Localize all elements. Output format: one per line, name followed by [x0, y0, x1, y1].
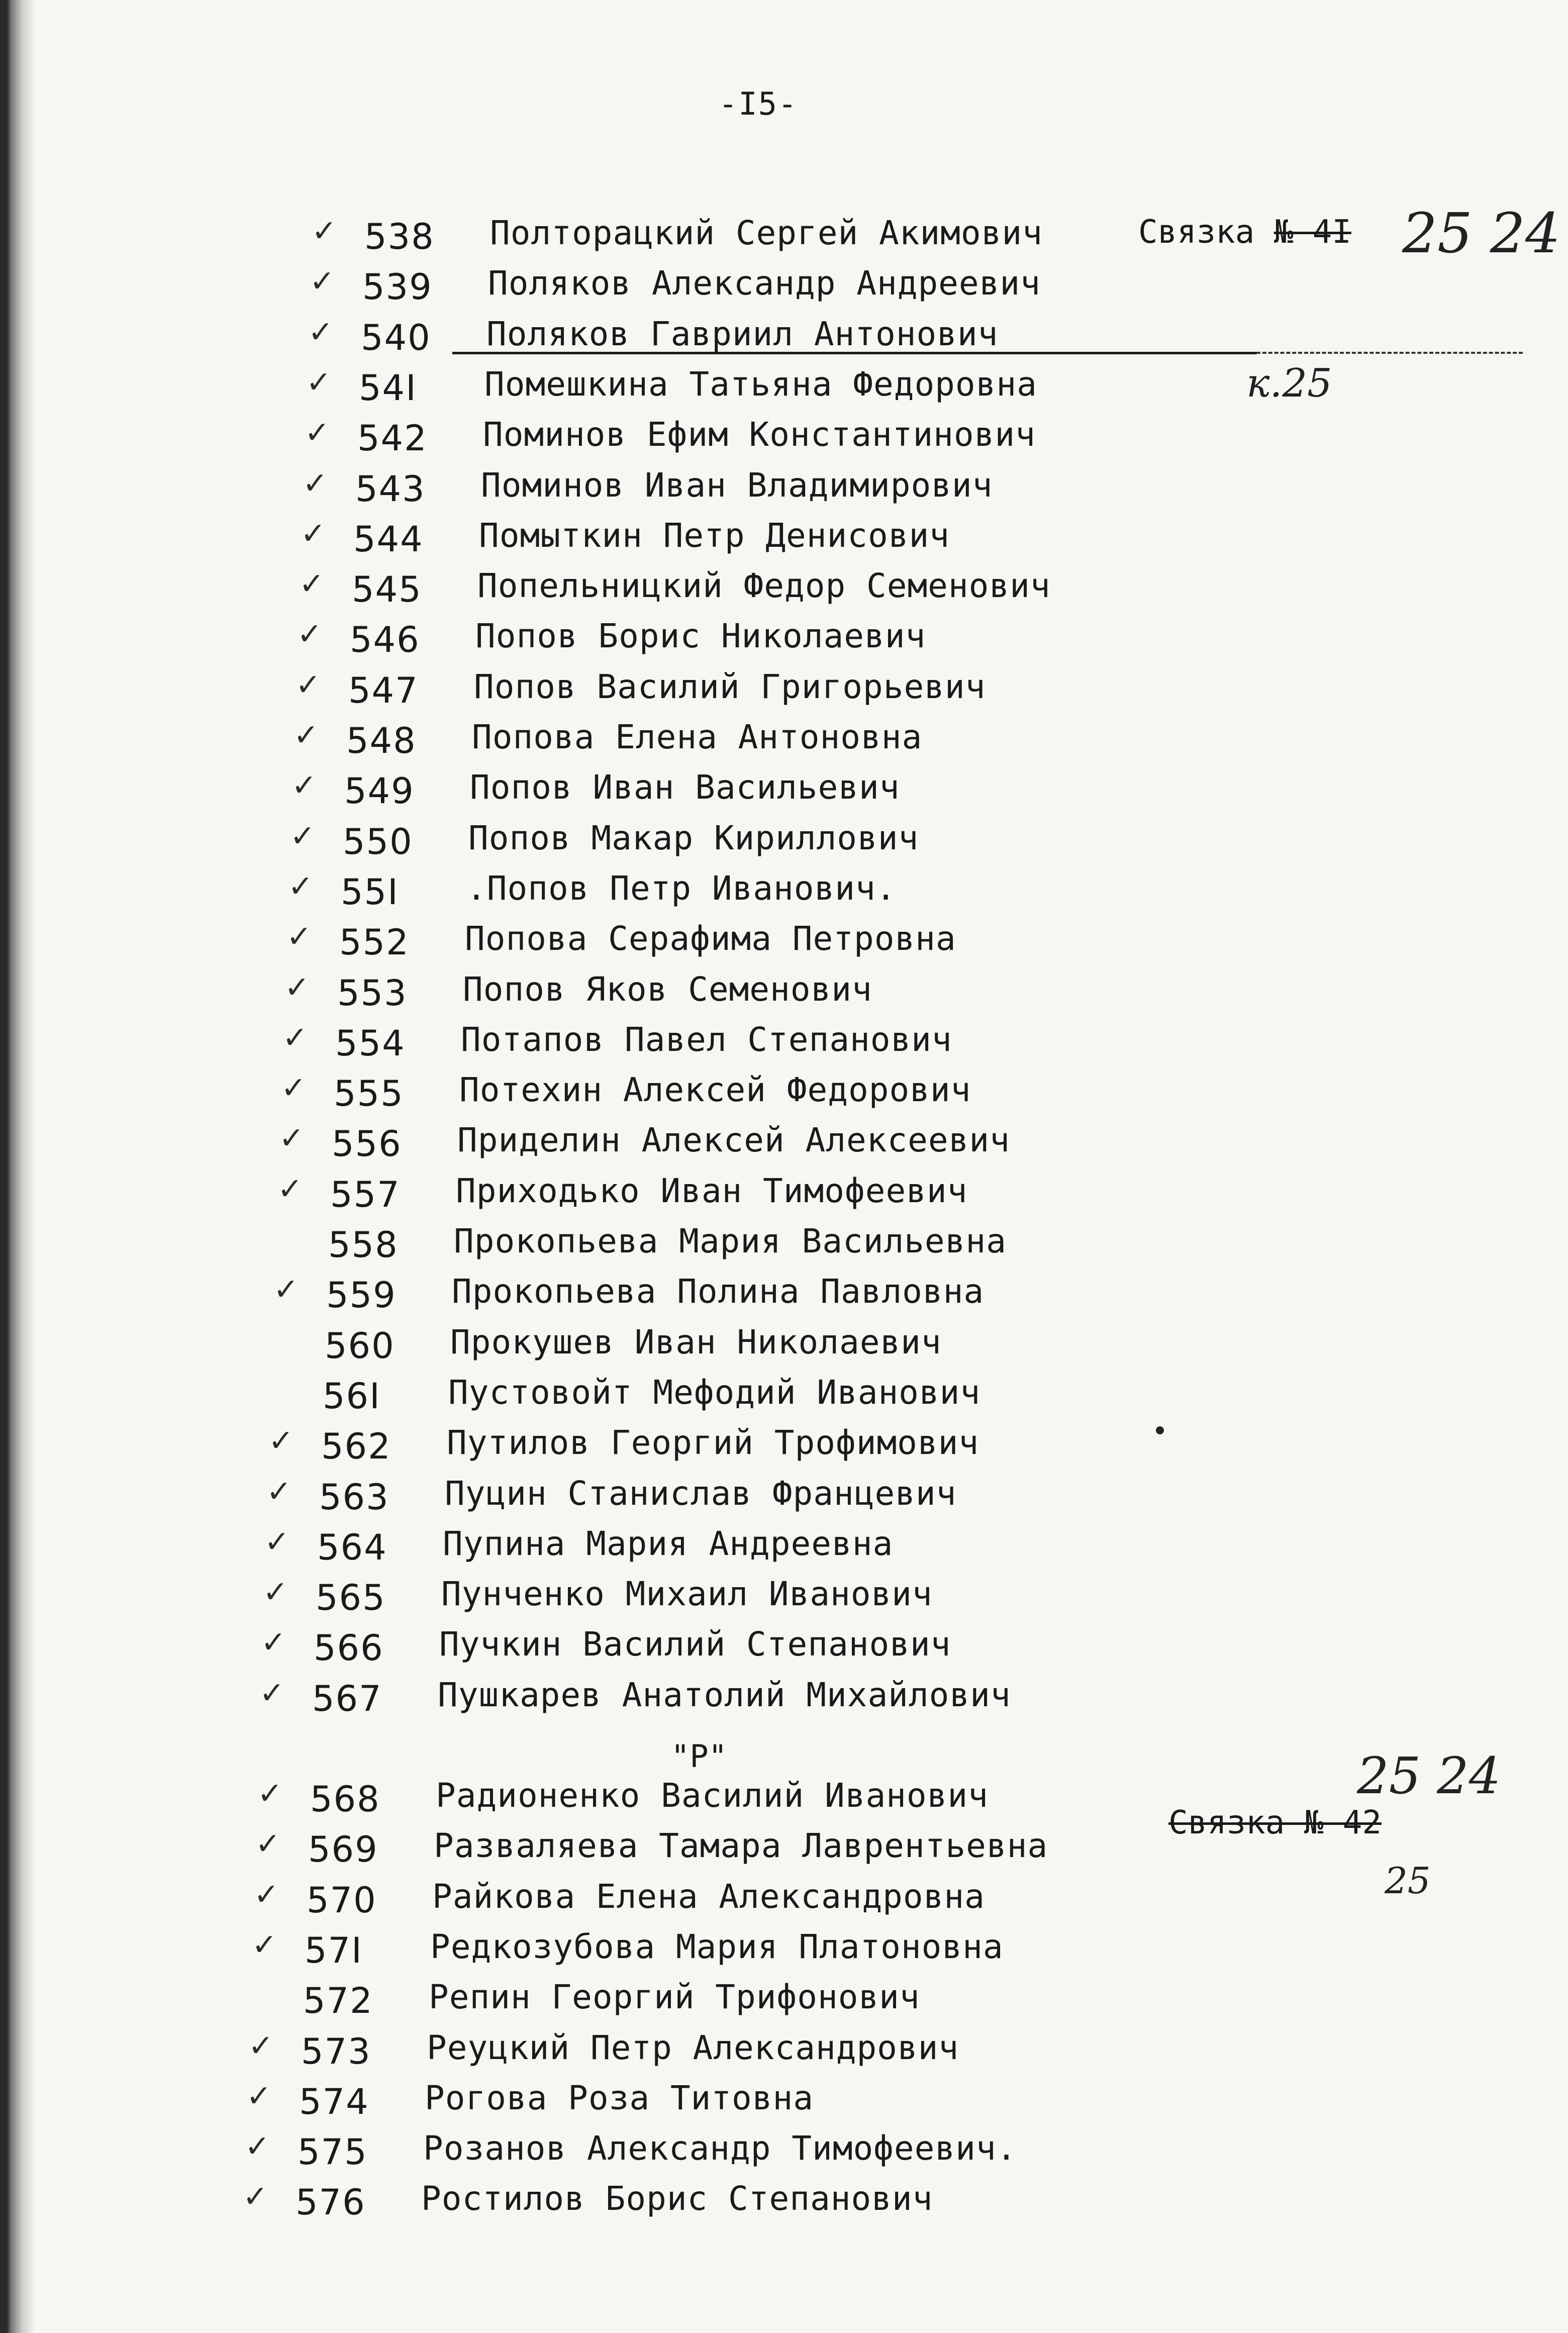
entry-name: Рогова Роза Титовна — [425, 2078, 814, 2117]
entry-name: Реуцкий Петр Александрович — [427, 2028, 959, 2067]
checkmark-icon: ✓ — [252, 1927, 277, 1963]
entry-number: 570 — [307, 1879, 377, 1921]
entry-number: 552 — [339, 922, 410, 963]
entry-number: 545 — [352, 569, 422, 611]
list-item — [0, 1121, 1568, 1169]
list-item — [0, 819, 1568, 866]
checkmark-icon: ✓ — [306, 364, 332, 400]
list-item — [0, 1172, 1568, 1219]
entry-name: Пунченко Михаил Иванович — [441, 1575, 933, 1614]
checkmark-icon: ✓ — [273, 1272, 299, 1308]
bundle-note-1 — [1138, 214, 1351, 251]
list-item — [0, 2028, 1568, 2076]
underline-540 — [452, 352, 1256, 354]
checkmark-icon: ✓ — [261, 1625, 286, 1661]
entry-name: .Попов Петр Иванович. — [466, 868, 897, 908]
entry-number: 553 — [337, 972, 408, 1014]
entry-number: 538 — [364, 216, 435, 257]
list-item — [0, 667, 1568, 715]
list-item — [0, 264, 1568, 312]
checkmark-icon: ✓ — [284, 969, 310, 1005]
entry-name: Приделин Алексей Алексеевич — [457, 1121, 1010, 1160]
checkmark-icon: ✓ — [277, 1171, 303, 1207]
checkmark-icon: ✓ — [266, 1474, 292, 1509]
entry-number: 550 — [343, 821, 413, 862]
list-item — [0, 1625, 1568, 1673]
checkmark-icon: ✓ — [303, 465, 328, 501]
bundle-handwritten-2: 25 24 — [1357, 1746, 1501, 1805]
checkmark-icon: ✓ — [246, 2078, 272, 2114]
entry-number: 55I — [341, 871, 399, 913]
entry-name: Попов Иван Васильевич — [470, 768, 900, 807]
entry-number: 572 — [303, 1980, 373, 2022]
entry-number: 558 — [328, 1224, 399, 1266]
entry-name: Пупина Мария Андреевна — [443, 1524, 894, 1563]
list-item — [0, 1323, 1568, 1371]
entry-number: 564 — [317, 1526, 387, 1568]
entry-number: 574 — [299, 2081, 369, 2122]
entry-name: Репин Георгий Трифонович — [429, 1978, 920, 2017]
list-item — [0, 768, 1568, 816]
list-item — [0, 718, 1568, 765]
entry-number: 576 — [296, 2182, 366, 2223]
list-item — [0, 2179, 1568, 2227]
entry-name: Попова Серафима Петровна — [465, 919, 956, 958]
bundle-label-struck-2: Связка № 42 — [1168, 1804, 1382, 1841]
list-item — [0, 2079, 1568, 2126]
checkmark-icon: ✓ — [281, 1071, 307, 1106]
entry-name: Пучкин Василий Степанович — [439, 1625, 951, 1664]
checkmark-icon — [275, 1227, 301, 1252]
checkmark-icon: ✓ — [286, 919, 312, 955]
bundle-note-2 — [1168, 1804, 1382, 1841]
entry-number: 565 — [316, 1577, 386, 1619]
checkmark-icon: ✓ — [254, 1877, 279, 1912]
checkmark-icon: ✓ — [268, 1423, 294, 1459]
entry-name: Попельницкий Федор Семенович — [477, 566, 1051, 606]
checkmark-icon: ✓ — [312, 214, 337, 249]
entry-name: Розанов Александр Тимофеевич. — [423, 2129, 1017, 2168]
entry-name: Попов Василий Григорьевич — [474, 667, 986, 706]
entry-name: Ростилов Борис Степанович — [421, 2179, 933, 2218]
entry-number: 556 — [332, 1123, 402, 1165]
entry-number: 555 — [334, 1073, 404, 1115]
checkmark-icon: ✓ — [301, 516, 326, 551]
entry-name: Приходько Иван Тимофеевич — [456, 1171, 968, 1210]
entry-name: Прокопьева Мария Васильевна — [454, 1222, 1007, 1260]
page-number: -I5- — [719, 85, 798, 122]
entry-number: 57I — [305, 1929, 363, 1971]
checkmark-icon: ✓ — [243, 2179, 268, 2215]
entry-number: 563 — [319, 1476, 389, 1518]
list-item — [0, 1071, 1568, 1118]
list-item — [0, 2129, 1568, 2177]
bundle-handwritten-1: 25 24 — [1402, 201, 1560, 265]
checkmark-icon: ✓ — [255, 1826, 281, 1862]
entry-name: Помыткин Петр Денисович — [479, 516, 950, 555]
entry-number: 547 — [348, 669, 419, 711]
entry-name: Путилов Георгий Трофимович — [447, 1423, 979, 1463]
list-item — [0, 919, 1568, 967]
entry-number: 559 — [326, 1275, 397, 1316]
entry-number: 557 — [330, 1174, 401, 1215]
list-item — [0, 1373, 1568, 1421]
entry-name: Прокопьева Полина Павловна — [452, 1272, 985, 1311]
entry-number: 54I — [359, 367, 417, 409]
checkmark-icon: ✓ — [282, 1020, 308, 1055]
list-item — [0, 415, 1568, 463]
entry-name: Попов Борис Николаевич — [475, 617, 926, 656]
checkmark-icon: ✓ — [288, 868, 314, 904]
bundle-label-1: Связка — [1138, 214, 1255, 251]
checkmark-icon: ✓ — [296, 667, 321, 703]
checkmark-icon: ✓ — [245, 2129, 270, 2165]
list-item — [0, 1978, 1568, 2025]
entry-number: 543 — [355, 468, 426, 510]
entry-number: 567 — [312, 1678, 382, 1719]
dashed-rule-540 — [1256, 352, 1523, 354]
checkmark-icon: ✓ — [290, 818, 316, 854]
entry-number: 546 — [350, 619, 420, 661]
ink-speck — [1156, 1426, 1164, 1434]
checkmark-icon — [272, 1328, 297, 1353]
list-item — [0, 566, 1568, 614]
list-item — [0, 516, 1568, 564]
entry-name: Поляков Гавриил Антонович — [486, 314, 999, 353]
list-item — [0, 1575, 1568, 1622]
checkmark-icon — [270, 1378, 295, 1403]
checkmark-icon: ✓ — [248, 2028, 274, 2064]
checkmark-icon: ✓ — [257, 1776, 283, 1811]
entry-name: Потапов Павел Степанович — [461, 1020, 952, 1059]
list-item — [0, 970, 1568, 1018]
list-item — [0, 1272, 1568, 1320]
entry-number: 568 — [310, 1779, 380, 1820]
entry-name: Попов Макар Кириллович — [468, 818, 919, 857]
entry-number: 573 — [301, 2030, 371, 2072]
list-item — [0, 1423, 1568, 1471]
checkmark-icon — [250, 1983, 275, 2008]
checkmark-icon: ✓ — [263, 1575, 288, 1610]
entry-number: 562 — [321, 1426, 391, 1468]
checkmark-icon: ✓ — [279, 1121, 305, 1156]
entry-name: Райкова Елена Александровна — [432, 1877, 985, 1916]
entry-number: 542 — [357, 418, 428, 459]
entry-number: 560 — [325, 1325, 395, 1367]
list-item — [0, 1222, 1568, 1270]
checkmark-icon: ✓ — [305, 415, 330, 451]
entry-name: Прокушев Иван Николаевич — [450, 1322, 942, 1362]
entry-number: 554 — [335, 1022, 406, 1064]
checkmark-icon: ✓ — [297, 617, 323, 652]
entry-number: 566 — [314, 1627, 384, 1669]
list-item — [0, 1524, 1568, 1572]
bundle-number-struck-1: № 4I — [1273, 214, 1351, 251]
checkmark-icon: ✓ — [259, 1675, 285, 1711]
list-item — [0, 1877, 1568, 1925]
section-letter: "Р" — [671, 1738, 727, 1775]
entry-name: Попова Елена Антоновна — [472, 718, 923, 756]
checkmark-icon: ✓ — [299, 566, 325, 602]
entry-number: 575 — [298, 2131, 368, 2173]
entry-number: 548 — [346, 720, 417, 761]
entry-name: Попов Яков Семенович — [463, 969, 872, 1009]
list-item — [0, 1474, 1568, 1522]
entry-name: Помешкина Татьяна Федоровна — [484, 364, 1037, 404]
bundle-handwritten-sub-2: 25 — [1385, 1860, 1431, 1902]
checkmark-icon: ✓ — [293, 718, 319, 753]
entry-name: Разваляева Тамара Лаврентьевна — [434, 1826, 1048, 1866]
list-item — [0, 1020, 1568, 1068]
bundle-handwritten-sub-1: к.25 — [1246, 361, 1332, 406]
entry-name: Поминов Ефим Константинович — [483, 415, 1036, 454]
entry-name: Пустовойт Мефодий Иванович — [448, 1373, 981, 1412]
entry-name: Редкозубова Мария Платоновна — [430, 1927, 1004, 1966]
list-item — [0, 617, 1568, 664]
list-item — [0, 1676, 1568, 1723]
entry-name: Пушкарев Анатолий Михайлович — [438, 1675, 1011, 1714]
entry-name: Поминов Иван Владимирович — [481, 465, 993, 505]
entry-number: 549 — [344, 770, 415, 812]
entry-name: Пуцин Станислав Францевич — [445, 1474, 957, 1513]
entry-number: 539 — [362, 266, 433, 308]
entry-number: 569 — [308, 1829, 378, 1871]
list-item — [0, 365, 1568, 413]
checkmark-icon: ✓ — [310, 264, 335, 300]
entry-name: Полторацкий Сергей Акимович — [490, 214, 1043, 252]
entry-name: Потехин Алексей Федорович — [459, 1071, 971, 1110]
entry-name: Поляков Александр Андреевич — [488, 264, 1041, 303]
checkmark-icon: ✓ — [264, 1524, 290, 1560]
list-item — [0, 466, 1568, 514]
entry-name: Радионенко Василий Иванович — [436, 1776, 989, 1815]
checkmark-icon: ✓ — [308, 314, 334, 350]
list-item — [0, 869, 1568, 917]
checkmark-icon: ✓ — [291, 768, 317, 804]
entry-number: 540 — [361, 317, 431, 358]
list-item — [0, 1927, 1568, 1975]
entry-number: 56I — [323, 1375, 381, 1417]
list-item — [0, 315, 1568, 362]
entry-number: 544 — [353, 518, 424, 560]
